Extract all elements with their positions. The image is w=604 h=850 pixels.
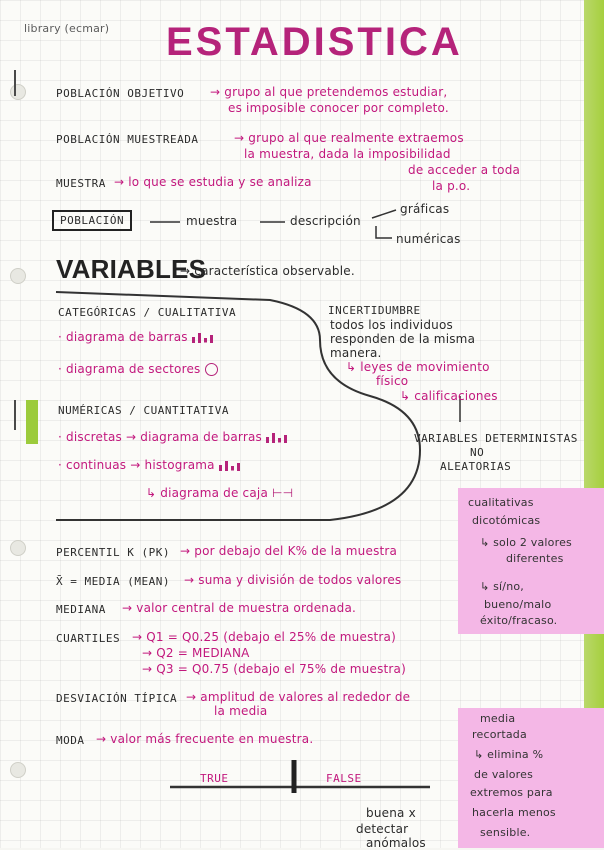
def-moda: → valor más frecuente en muestra. <box>96 732 314 746</box>
deterministas-aleatorias: ALEATORIAS <box>440 460 512 473</box>
histogram-icon <box>219 461 241 471</box>
flow-muestra: muestra <box>186 214 238 228</box>
term-media: X̄ = MEDIA (MEAN) <box>56 575 170 588</box>
def-desviacion-2: la media <box>214 704 268 718</box>
term-cuartiles: CUARTILES <box>56 632 121 645</box>
bar-chart-icon <box>266 433 288 443</box>
flow-descripcion: descripción <box>290 214 361 228</box>
deterministas-no: NO <box>470 446 485 459</box>
incertidumbre-line5: físico <box>376 374 409 388</box>
term-percentil: PERCENTIL K (PK) <box>56 546 170 559</box>
incertidumbre-line1: todos los individuos <box>330 318 453 332</box>
numericas-heading: NUMÉRICAS / CUANTITATIVA <box>58 404 229 417</box>
term-poblacion-objetivo: POBLACIÓN OBJETIVO <box>56 87 185 100</box>
bottom-note-1: buena x <box>366 806 416 820</box>
false-label: FALSE <box>326 772 362 785</box>
numericas-item-continuas: · continuas → histograma <box>58 458 241 472</box>
flow-poblacion-box: POBLACIÓN <box>52 210 132 231</box>
def-poblacion-muestreada-2: la muestra, dada la imposibilidad <box>244 147 451 161</box>
bar-chart-icon <box>192 333 214 343</box>
def-mediana: → valor central de muestra ordenada. <box>122 601 357 615</box>
bottom-note-3: anómalos <box>366 836 426 850</box>
def-muestra: → lo que se estudia y se analiza <box>114 175 312 189</box>
def-desviacion-1: → amplitud de valores al rededor de <box>186 690 411 704</box>
incertidumbre-line6: ↳ calificaciones <box>400 389 498 403</box>
categoricas-item-barras: · diagrama de barras <box>58 330 214 344</box>
true-label: TRUE <box>200 772 229 785</box>
incertidumbre-line2: responden de la misma <box>330 332 476 346</box>
bottom-note-2: detectar <box>356 822 409 836</box>
deterministas-label: VARIABLES DETERMINISTAS <box>414 432 578 445</box>
variables-description: → característica observable. <box>180 264 355 278</box>
def-poblacion-muestreada-1: → grupo al que realmente extraemos <box>234 131 464 145</box>
def-percentil: → por debajo del K% de la muestra <box>180 544 398 558</box>
flow-graficas: gráficas <box>400 202 450 216</box>
numericas-item-discretas: · discretas → diagrama de barras <box>58 430 288 444</box>
incertidumbre-line3: manera. <box>330 346 382 360</box>
term-mediana: MEDIANA <box>56 603 106 616</box>
term-desviacion: DESVIACIÓN TÍPICA <box>56 692 178 705</box>
term-muestra: MUESTRA <box>56 177 106 190</box>
flow-numericas: numéricas <box>396 232 461 246</box>
variables-heading: VARIABLES <box>56 254 207 284</box>
numericas-item-caja: ↳ diagrama de caja ⊢⊣ <box>146 486 294 500</box>
categoricas-heading: CATEGÓRICAS / CUALITATIVA <box>58 306 237 319</box>
sticky-note-cualitativas: cualitativas dicotómicas ↳ solo 2 valores diferentes ↳ sí/no, bueno/malo éxito/fracaso. <box>458 488 604 634</box>
incertidumbre-heading: INCERTIDUMBRE <box>328 304 421 317</box>
def-poblacion-objetivo-2: es imposible conocer por completo. <box>228 101 449 115</box>
pie-chart-icon <box>205 363 218 376</box>
def-poblacion-muestreada-3: de acceder a toda <box>408 163 521 177</box>
library-label: library (ecmar) <box>24 22 110 35</box>
page-title: ESTADISTICA <box>166 20 463 64</box>
def-cuartil-q1: → Q1 = Q0.25 (debajo el 25% de muestra) <box>132 630 396 644</box>
def-poblacion-objetivo-1: → grupo al que pretendemos estudiar, <box>210 85 448 99</box>
def-poblacion-muestreada-4: la p.o. <box>432 179 471 193</box>
def-media: → suma y división de todos valores <box>184 573 402 587</box>
term-poblacion-muestreada: POBLACIÓN MUESTREADA <box>56 133 199 146</box>
categoricas-item-sectores: · diagrama de sectores <box>58 362 218 376</box>
def-cuartil-q2: → Q2 = MEDIANA <box>142 646 250 660</box>
term-moda: MODA <box>56 734 85 747</box>
sticky-note-media-recortada: media recortada ↳ elimina % de valores extremos para hacerla menos sensible. <box>458 708 604 848</box>
incertidumbre-line4: ↳ leyes de movimiento <box>346 360 490 374</box>
def-cuartil-q3: → Q3 = Q0.75 (debajo el 75% de muestra) <box>142 662 406 676</box>
